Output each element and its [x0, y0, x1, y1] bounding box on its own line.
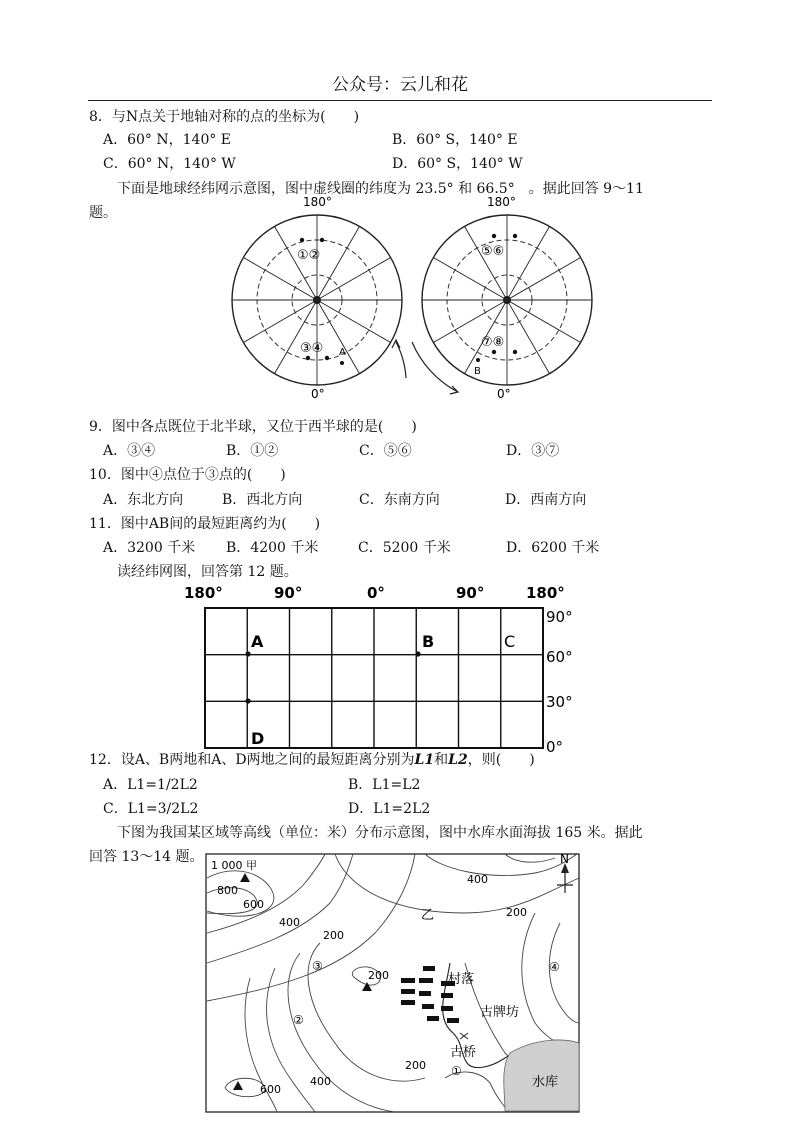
lon-label-90e: 90° — [456, 584, 485, 602]
q10-option-c: C．东南方向 — [359, 492, 440, 508]
left-point-1 — [300, 238, 304, 242]
q8-option-d: D．60° S，140° W — [392, 156, 523, 172]
lat-label-90: 90° — [546, 608, 573, 626]
q9-stem: 9．图中各点既位于北半球，又位于西半球的是( ) — [89, 419, 417, 435]
point-b-label: B — [474, 366, 481, 377]
q12-stem-mid: 和 — [434, 752, 449, 768]
left-180-label: 180° — [303, 195, 332, 209]
intro-13-14-line2: 回答 13～14 题。 — [89, 849, 204, 865]
yi-label: 乙 — [421, 908, 435, 923]
q10-option-d: D．西南方向 — [505, 492, 587, 508]
rightPolar-meridian — [507, 300, 550, 374]
peak-jia-icon — [240, 873, 250, 882]
rightPolar-meridian — [507, 300, 581, 343]
polar-graticule-figure — [226, 192, 598, 400]
left-0-label: 0° — [311, 387, 325, 400]
intro-13-14-line1: 下图为我国某区域等高线（单位：米）分布示意图，图中水库水面海拔 165 米。据此 — [117, 825, 643, 841]
contour-label-200: 200 — [323, 929, 344, 942]
intro-9-11-line1: 下面是地球经纬网示意图，图中虚线圈的纬度为 23.5° 和 66.5° 。据此回答 9～11 — [117, 181, 644, 197]
q11-stem: 11．图中AB间的最短距离约为( ) — [89, 516, 321, 532]
page-header: 公众号：云儿和花 — [332, 75, 468, 95]
rightPolar-meridian — [507, 258, 581, 301]
q8-option-a: A．60° N，140° E — [103, 132, 232, 148]
q12-stem — [89, 749, 535, 769]
latlon-grid-figure — [180, 580, 590, 760]
q12-option-b: B．L1=L2 — [348, 777, 421, 793]
q10-option-a: A．东北方向 — [103, 492, 184, 508]
q9-option-a: A．③④ — [103, 443, 156, 459]
contour-map-figure — [205, 853, 610, 1118]
left-point-4 — [325, 356, 329, 360]
left-points-3-4-label: ③④ — [300, 341, 324, 356]
right-points-7-8-label: ⑦⑧ — [481, 335, 505, 350]
archway-label: 古牌坊 — [480, 1005, 520, 1020]
village-label: 村落 — [448, 972, 475, 987]
q11-option-d: D．6200 千米 — [506, 540, 600, 556]
lat-label-30: 30° — [546, 693, 573, 711]
left-rotation-arrow — [396, 342, 406, 378]
leftPolar-meridian — [275, 300, 318, 374]
contour-label-200-ne: 200 — [506, 906, 527, 919]
q9-option-d: D．③⑦ — [506, 443, 560, 459]
left-polar-view — [232, 215, 402, 385]
q10-stem: 10．图中④点位于③点的( ) — [89, 467, 286, 483]
lat-label-0: 0° — [546, 738, 564, 756]
mark-3: ③ — [312, 959, 323, 973]
peak-600-icon — [233, 1081, 243, 1090]
bridge-label: 古桥 — [450, 1045, 477, 1060]
mark-1: ① — [451, 1064, 462, 1078]
lon-label-180e: 180° — [526, 584, 565, 602]
rightPolar-meridian — [433, 258, 507, 301]
right-point-5 — [492, 234, 496, 238]
right-polar-view — [422, 215, 592, 385]
q12-option-a: A．L1=1/2L2 — [103, 777, 198, 793]
contour-label-800: 800 — [217, 884, 238, 897]
mark-2: ② — [293, 1013, 304, 1027]
right-point-7 — [492, 350, 496, 354]
reservoir-label: 水库 — [532, 1075, 559, 1090]
q12-l2: L2 — [448, 752, 468, 768]
q12-stem-pre: 12．设A、B两地和A、D两地之间的最短距离分别为 — [89, 752, 415, 768]
q12-option-d: D．L1=2L2 — [348, 801, 431, 817]
q12-option-c: C．L1=3/2L2 — [103, 801, 199, 817]
ancient-bridge-icon — [460, 1033, 468, 1039]
rightPolar-meridian — [465, 226, 508, 300]
mark-4: ④ — [549, 960, 560, 974]
q11-option-b: B．4200 千米 — [226, 540, 319, 556]
grid-point-d — [245, 698, 250, 703]
leftPolar-meridian — [317, 258, 391, 301]
right-points-5-6-label: ⑤⑥ — [481, 244, 505, 259]
q8-option-c: C．60° N，140° W — [103, 156, 236, 172]
leftPolar-meridian — [317, 300, 391, 343]
left-point-3 — [306, 356, 310, 360]
q9-option-b: B．①② — [226, 443, 279, 459]
contour-label-200-hill: 200 — [368, 969, 389, 982]
leftPolar-meridian — [275, 226, 321, 300]
north-label: N — [560, 853, 569, 866]
point-a — [340, 361, 344, 365]
contour-label-200-south: 200 — [405, 1059, 426, 1072]
q12-stem-post: ，则( ) — [467, 752, 535, 768]
left-point-2 — [320, 238, 324, 242]
lat-label-60: 60° — [546, 648, 573, 666]
grid-point-a-label: A — [251, 632, 264, 651]
q8-option-b: B．60° S，140° E — [392, 132, 518, 148]
point-b — [476, 358, 480, 362]
left-points-1-2-label: ①② — [297, 248, 321, 263]
intro-9-11-line2: 题。 — [89, 205, 117, 221]
lon-label-180w: 180° — [184, 584, 223, 602]
grid-point-c-label: C — [504, 632, 516, 651]
leftPolar-meridian — [317, 226, 360, 300]
right-point-6 — [513, 234, 517, 238]
intro-12: 读经纬网图，回答第 12 题。 — [117, 564, 298, 580]
leftPolar-meridian — [317, 300, 360, 374]
q12-l1: L1 — [414, 752, 435, 768]
point-a-label: A — [339, 347, 346, 358]
q11-option-c: C．5200 千米 — [358, 540, 451, 556]
latlon-grid — [205, 608, 543, 748]
right-0-label: 0° — [497, 387, 511, 400]
q9-option-c: C．⑤⑥ — [359, 443, 412, 459]
grid-point-d-label: D — [251, 729, 265, 748]
grid-point-a — [245, 651, 250, 656]
leftPolar-meridian — [243, 300, 317, 343]
lon-label-0: 0° — [367, 584, 385, 602]
grid-point-b — [415, 651, 420, 656]
lon-label-90w: 90° — [274, 584, 303, 602]
contour-label-400: 400 — [279, 916, 300, 929]
contour-label-600: 600 — [243, 898, 264, 911]
contour-label-600-south: 600 — [260, 1083, 281, 1096]
contour-label-400-north: 400 — [467, 873, 488, 886]
jia-label: 甲 — [246, 859, 257, 872]
q8-stem: 8．与N点关于地轴对称的点的坐标为( ) — [89, 109, 360, 125]
left-arrowhead — [392, 340, 400, 348]
right-rotation-arrow — [412, 342, 458, 392]
header-rule — [88, 100, 712, 101]
q11-option-a: A．3200 千米 — [103, 540, 196, 556]
grid-point-b-label: B — [422, 632, 435, 651]
q10-option-b: B．西北方向 — [222, 492, 303, 508]
right-180-label: 180° — [487, 195, 516, 209]
contour-label-400-south: 400 — [310, 1075, 331, 1088]
leftPolar-meridian — [243, 258, 317, 301]
peak-elevation-label: 1 000 — [211, 859, 243, 872]
right-point-8 — [513, 350, 517, 354]
